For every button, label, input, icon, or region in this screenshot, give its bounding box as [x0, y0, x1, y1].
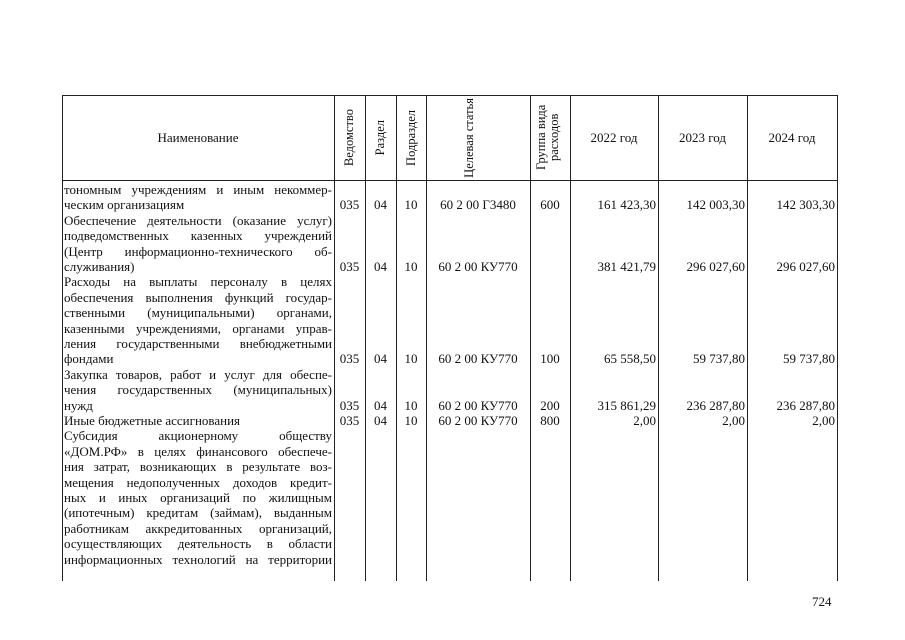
cell-department: 035: [339, 259, 360, 274]
row-name-line: Обеспечение деятельности (оказание услуг): [64, 212, 332, 228]
row-name-line: осуществляющих деятельность в области: [64, 536, 332, 552]
header-target-article: Целевая статья: [462, 97, 476, 178]
header-expense-group: Группа вида расходов: [534, 104, 561, 171]
cell-section: 04: [374, 197, 387, 213]
row-name-line: казенными учреждениями, органами управ-: [64, 320, 332, 336]
row-name: [64, 213, 332, 275]
cell-target-article: 60 2 00 КУ770: [438, 351, 518, 367]
row-name-line: нужд: [64, 397, 93, 413]
row-name-line: чения государственных (муниципальных): [64, 382, 332, 398]
cell-y2024: 59 737,80: [783, 351, 835, 367]
cell-section: 04: [374, 397, 387, 413]
header-2024: 2024 год: [768, 129, 816, 145]
row-name-line: Расходы на выплаты персоналу в целях: [64, 274, 332, 290]
cell-y2023: 142 003,30: [686, 197, 745, 213]
cell-y2023: 2,00: [722, 413, 745, 428]
header-bottom-border: [62, 180, 838, 181]
cell-subsection: 10: [404, 413, 418, 428]
cell-subsection: 10: [404, 397, 418, 413]
budget-table: [62, 95, 838, 581]
row-name-line: работникам аккредитованных организаций,: [64, 520, 332, 536]
row-name-line: обеспечения выполнения функций государ-: [64, 289, 332, 305]
row-name: [64, 428, 332, 567]
cell-y2024: 142 303,30: [776, 197, 835, 213]
header-section: Раздел: [373, 119, 387, 156]
cell-y2024: 236 287,80: [776, 397, 835, 413]
header-2023: 2023 год: [679, 129, 726, 145]
cell-expense-group: 800: [540, 413, 560, 428]
cell-section: 04: [374, 351, 387, 367]
row-name-line: Закупка товаров, работ и услуг для обеспе-: [64, 366, 332, 382]
cell-expense-group: 200: [540, 397, 560, 413]
row-name-line: Субсидия акционерному обществу: [64, 428, 332, 444]
row-name-line: ственными (муниципальными) органами,: [64, 305, 332, 321]
row-name-line: ных и иных организаций по жилищным: [64, 489, 332, 505]
cell-y2022: 2,00: [633, 413, 656, 428]
cell-y2022: 65 558,50: [604, 351, 656, 367]
cell-expense-group: 600: [540, 197, 560, 213]
cell-section: 04: [374, 259, 387, 274]
row-name-line: ления государственными внебюджетными: [64, 335, 332, 351]
header-name: Наименование: [157, 129, 239, 145]
row-name-line: мещения недополученных доходов кредит-: [64, 474, 332, 490]
cell-target-article: 60 2 00 КУ770: [438, 259, 518, 274]
row-name-line: информационных технологий на территории: [64, 551, 332, 567]
cell-y2022: 381 421,79: [597, 259, 656, 274]
row-name-line: подведомственных казенных учреждений: [64, 228, 332, 244]
cell-department: 035: [339, 197, 360, 213]
cell-department: 035: [339, 397, 360, 413]
cell-target-article: 60 2 00 КУ770: [438, 397, 518, 413]
col-border: [837, 95, 838, 581]
row-name: [64, 413, 332, 428]
cell-target-article: 60 2 00 КУ770: [438, 413, 518, 428]
row-name-line: (Центр информационно-технического об-: [64, 243, 332, 259]
row-name: [64, 274, 332, 366]
cell-y2022: 315 861,29: [597, 397, 656, 413]
cell-y2024: 296 027,60: [776, 259, 835, 274]
cell-section: 04: [374, 413, 387, 428]
cell-expense-group: 100: [540, 351, 560, 367]
row-name-line: (ипотечным) кредитам (займам), выданным: [64, 505, 332, 521]
row-name-line: служивания): [64, 258, 135, 274]
cell-subsection: 10: [404, 351, 418, 367]
cell-department: 035: [339, 351, 360, 367]
cell-target-article: 60 2 00 Г3480: [440, 197, 516, 213]
cell-department: 035: [339, 413, 360, 428]
row-name-line: ческим организациям: [64, 197, 185, 213]
row-name-line: «ДОМ.РФ» в целях финансового обеспече-: [64, 443, 332, 459]
cell-y2022: 161 423,30: [597, 197, 656, 213]
cell-y2023: 236 287,80: [686, 397, 745, 413]
header-2022: 2022 год: [590, 129, 638, 145]
cell-y2023: 59 737,80: [693, 351, 745, 367]
row-name-line: ния затрат, возникающих в результате воз-: [64, 459, 332, 475]
row-name: [64, 367, 332, 413]
cell-subsection: 10: [404, 197, 418, 213]
cell-y2023: 296 027,60: [686, 259, 745, 274]
page-number: 724: [812, 594, 832, 609]
header-department: Ведомство: [342, 108, 356, 167]
cell-y2024: 2,00: [812, 413, 835, 428]
cell-subsection: 10: [404, 259, 418, 274]
row-name: [64, 182, 332, 213]
row-name-line: фондами: [64, 351, 114, 367]
header-subsection: Подраздел: [403, 109, 418, 166]
row-name-line: Иные бюджетные ассигнования: [64, 413, 241, 428]
row-name-line: тономным учреждениям и иным некоммер-: [64, 182, 332, 197]
